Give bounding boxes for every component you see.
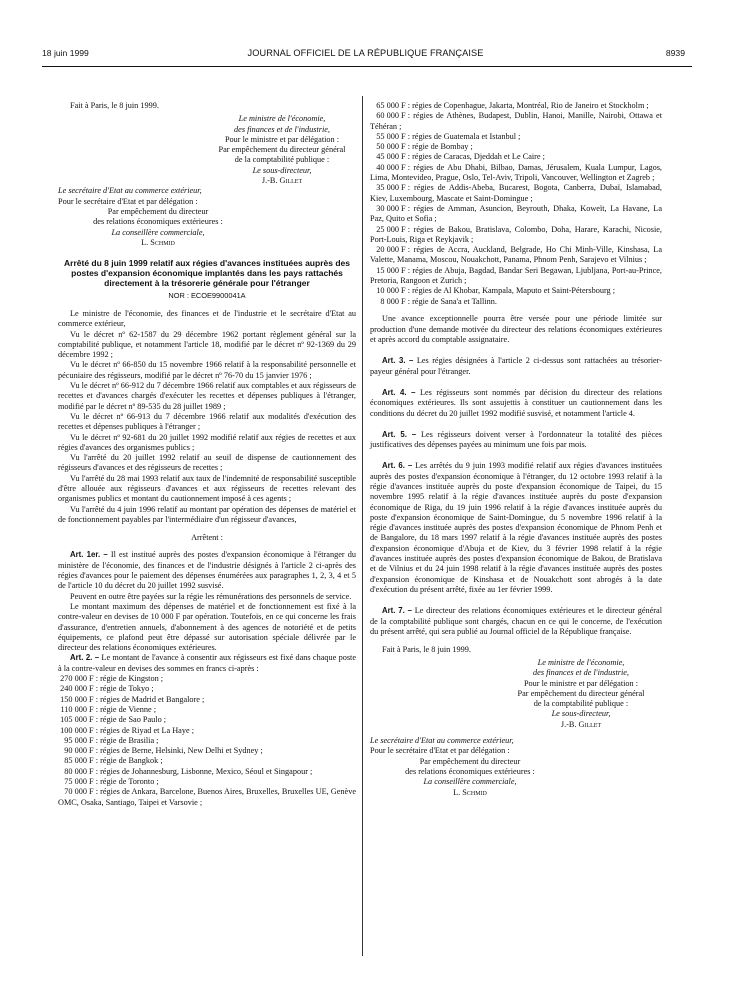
sig-line: de la comptabilité publique : [533,699,629,709]
regie-item: 110 000 F : régie de Vienne ; [60,704,156,714]
regie-item: 10 000 F : régies de Al Khobar, Kampala, Maputo et Saint-Pétersbourg ; [376,286,616,296]
sig-line: Le ministre de l'économie, [537,657,625,667]
sig-line: Par empêchement du directeur général [517,688,645,698]
signature-block-secretaire [370,736,662,798]
sig-line: Le secrétaire d'Etat au commerce extérieur, [58,186,202,196]
sig-line: Pour le ministre et par délégation : [224,134,340,144]
article-text: Le montant de l'avance à consentir aux régisseurs est fixé dans chaque poste à la contre-valeur en devises des sommes en francs ci-après : [58,653,356,673]
page-header [0,48,731,62]
article-4 [370,388,662,419]
sig-name: L. Schmid [453,787,487,797]
regie-item: 270 000 F : régie de Kingston ; [60,674,164,684]
article-2 [58,653,356,674]
article-3 [370,356,662,377]
nor-reference: NOR : ECOE9900041A [168,291,246,301]
sig-line: des relations économiques extérieures : [405,766,535,776]
article-1 [58,550,356,591]
article-text: Le directeur des relations économiques extérieures et le directeur général de la comptabilité publique sont chargés, chacun en ce qui le concerne, de l'exécution du présent arrêté, qui sera publié au Journal officiel de la République française. [370,606,662,636]
avance-exceptionnelle: Une avance exceptionnelle pourra être versée pour une période limitée sur production d'une demande motivée du directeur des relations économiques extérieures et après accord du comptable assignataire. [370,314,662,345]
regie-item: 95 000 F : régie de Brasilia ; [64,735,159,745]
regie-item: 55 000 F : régies de Guatemala et Istanbul ; [376,131,521,141]
visa-paragraph: Vu le décret nº 92-681 du 20 juillet 1992 modifié relatif aux régies de recettes et aux régies d'avances des organismes publics ; [58,432,356,452]
visas [58,309,356,525]
regie-item: 70 000 F : régies de Ankara, Barcelone, Buenos Aires, Bruxelles, Bruxelles UE, Genève OMC, Osaka, Santiago, Taipei et Varsovie ; [58,787,357,807]
article-text: Il est institué auprès des postes d'expansion économique à l'étranger du ministère de l'économie, des finances et de l'industrie désignés à l'article 2 ci-après des régies d'avances pour le paiement des dépenses énumérées aux paragraphes 1, 2, 3, 4 et 5 de l'article 10 du décret du 20 juillet 1992 susvisé. [58,550,356,591]
header-rule [42,66,692,67]
sig-name: J.-B. Gillet [560,719,602,729]
visa-paragraph: Vu le décret nº 66-850 du 15 novembre 1966 relatif à la responsabilité personnelle et pécuniaire des régisseurs, modifié par le décret nº 76-70 du 15 janvier 1976 ; [58,360,356,380]
sig-line: La conseillère commerciale, [111,227,205,237]
regie-item: 150 000 F : régies de Madrid et Bangalore ; [60,694,205,704]
right-column [370,101,662,798]
regies-list-right [370,101,662,307]
fait-a-paris: Fait à Paris, le 8 juin 1999. [70,101,159,110]
regie-item: 20 000 F : régies de Accra, Auckland, Belgrade, Ho Chi Minh-Ville, Kinshasa, La Valette, Manama, Moscou, Nouakchott, Panama, Phnom Penh, Sarajevo et Vilnius ; [370,245,662,265]
sig-line: de la comptabilité publique : [234,155,330,165]
column-divider [362,96,363,956]
signature-block-secretaire [58,186,356,248]
visa-paragraph: Vu le décret nº 62-1587 du 29 décembre 1962 portant règlement général sur la comptabilité publique, et notamment l'article 18, modifié par le décret nº 92-1369 du 29 décembre 1992 ; [58,329,356,360]
sig-name: J.-B. Gillet [261,176,303,186]
article-5 [370,430,662,451]
sig-line: Le sous-directeur, [551,709,611,719]
article-1-paragraph: Peuvent en outre être payées sur la régie les rémunérations des personnels de service. [70,591,352,601]
sig-line: La conseillère commerciale, [423,777,517,787]
regie-item: 105 000 F : régie de Sao Paulo ; [60,715,167,725]
sig-line: des finances et de l'industrie, [533,668,629,678]
sig-name: L. Schmid [141,237,175,247]
article-6 [370,461,662,595]
visa-paragraph: Vu le décret nº 66-912 du 7 décembre 1966 relatif aux comptables et aux régisseurs de recettes et d'avances chargés d'exécuter les recettes et dépenses publiques à l'étranger, modifié par le décret nº 89-535 du 28 juillet 1989 ; [58,381,356,411]
regie-item: 25 000 F : régies de Bakou, Bratislava, Colombo, Doha, Harare, Karachi, Nicosie, Port-Louis, Riga et Reykjavik ; [370,224,662,244]
regie-item: 90 000 F : régies de Berne, Helsinki, New Delhi et Sydney ; [64,746,263,756]
regie-item: 85 000 F : régie de Bangkok ; [64,756,163,766]
signature-block-ministre [370,658,662,730]
article-label: Art. 4. – [382,387,416,397]
article-label: Art. 5. – [382,429,417,439]
sig-line: Le sous-directeur, [252,165,312,175]
signature-block-ministre [58,114,356,186]
article-7 [370,606,662,637]
header-page-number: 8939 [665,48,685,58]
article-text: Les régisseurs sont nommés par décision du directeur des relations économiques extérieures. Ils sont assujettis à constituer un cautionnement dans les conditions du décret du 20 juillet 1992 modifié susvisé, et notamment l'article 4. [370,387,663,418]
sig-line: Pour le secrétaire d'Etat et par délégation : [370,746,510,756]
regie-item: 45 000 F : régies de Caracas, Djeddah et Le Caire ; [376,152,545,162]
arrete-title: Arrêté du 8 juin 1999 relatif aux régies d'avances instituées auprès des postes d'expansion économique implantés dans les pays rattachés directement à la trésorerie générale pour l'étranger [64,258,350,289]
article-label: Art. 7. – [382,606,412,616]
visa-paragraph: Vu l'arrêté du 4 juin 1996 relatif au montant par opération des dépenses de matériel et de fonctionnement payables par l'intermédiaire d'un régisseur d'avances, [58,504,356,524]
regie-item: 40 000 F : régies de Abu Dhabi, Bilbao, Damas, Jérusalem, Kuala Lumpur, Lagos, Lima, Montevideo, Prague, Oslo, Tel-Aviv, Tripoli, Vancouver, Wellington et Zagreb ; [370,162,662,183]
regie-item: 50 000 F : régie de Bombay ; [376,142,473,152]
article-label: Art. 2. – [70,653,100,663]
article-label: Art. 6. – [382,461,413,471]
regie-item: 35 000 F : régies de Addis-Abeba, Bucarest, Bogota, Canberra, Dubaï, Islamabad, Kiev, Luxembourg, Mascate et Saint-Domingue ; [370,183,662,203]
fait-a-paris: Fait à Paris, le 8 juin 1999. [382,644,471,654]
regie-item: 240 000 F : régie de Tokyo ; [60,684,154,694]
regie-item: 80 000 F : régies de Johannesburg, Lisbonne, Mexico, Séoul et Singapour ; [64,766,313,776]
sig-line: Par empêchement du directeur général [218,145,346,155]
visa-paragraph: Le ministre de l'économie, des finances et de l'industrie et le secrétaire d'Etat au commerce extérieur, [58,308,356,329]
left-column [58,101,356,808]
regie-item: 75 000 F : régie de Toronto ; [64,777,159,787]
article-text: Les régisseurs doivent verser à l'ordonnateur la totalité des pièces justificatives des dépenses payées au minimum une fois par mois. [370,429,662,450]
regie-item: 15 000 F : régies de Abuja, Bagdad, Bandar Seri Begawan, Ljubljana, Port-au-Prince, Pretoria, Rangoon et Zurich ; [370,265,662,286]
regies-list-left [58,674,356,808]
article-text: Les régies désignées à l'article 2 ci-dessus sont rattachées au trésorier-payeur général pour l'étranger. [370,356,662,376]
regie-item: 60 000 F : régies de Athènes, Budapest, Dublin, Hanoi, Manille, Nairobi, Ottawa et Téhéran ; [370,111,662,131]
sig-line: Le ministre de l'économie, [238,114,326,124]
article-label: Art. 3. – [382,356,414,366]
arretent: Arrêtent : [191,532,223,542]
sig-line: Le secrétaire d'Etat au commerce extérieur, [370,736,514,746]
sig-line: Par empêchement du directeur [419,756,521,766]
article-1-paragraph: Le montant maximum des dépenses de matériel et de fonctionnement est fixé à la contre-valeur en devises de 10 000 F par opération. Toutefois, en ce qui concerne les frais d'assurance, d'entretien annuels, d'abonnement à des agences de notoriété et de petits équipements, ce plafond peut être dépassé sur autorisation spéciale délivrée par le directeur des relations économiques extérieures. [58,601,356,653]
sig-line: Pour le secrétaire d'Etat et par délégation : [58,196,198,206]
article-text: Les arrêtés du 9 juin 1993 modifié relatif aux régies d'avances instituées auprès des postes d'expansion économique à l'étranger, du 12 octobre 1993 relatif à la régie d'avances instituée auprès du poste d'expansion économique de Taipei, du 15 novembre 1995 relatif à la régie d'avances instituée auprès du poste d'expansion économique de Riga, du 19 juin 1996 relatif à la régie d'avances instituée auprès du poste d'expansion économique de Saint-Domingue, du 5 novembre 1996 relatif à la régie d'avances instituée auprès des postes d'expansion économique de Phnom Penh et de Bangalore, du 18 mars 1997 relatif à la régie d'avances instituée auprès des postes d'expansion économique d'Abuja et de Kiev, du 3 février 1998 relatif à la régie d'avances instituée auprès des postes d'expansion économique de Bakou, de Bratislava et de Vilnius et du 24 juin 1998 relatif à la régie d'avances instituée auprès des postes d'expansion économique de Kinshasa et de Nouakchott sont abrogés à la date d'exécution du présent arrêté, fixée au 1er février 1999. [370,461,663,594]
header-journal-title: JOURNAL OFFICIEL DE LA RÉPUBLIQUE FRANÇAISE [247,48,484,58]
visa-paragraph: Vu le décret nº 66-913 du 7 décembre 1966 relatif aux modalités d'exécution des recettes et dépenses publiques à l'étranger ; [58,411,356,432]
regie-item: 8 000 F : régie de Sana'a et Tallinn. [380,296,497,306]
visa-paragraph: Vu l'arrêté du 20 juillet 1992 relatif au seuil de dispense de cautionnement des régisseurs d'avances et des régisseurs de recettes ; [58,453,356,473]
sig-line: des relations économiques extérieures : [93,217,223,227]
sig-line: des finances et de l'industrie, [234,124,330,134]
header-date: 18 juin 1999 [42,48,89,58]
regie-item: 65 000 F : régies de Copenhague, Jakarta, Montréal, Rio de Janeiro et Stockholm ; [376,101,649,110]
regie-item: 100 000 F : régies de Riyad et La Haye ; [60,725,194,735]
visa-paragraph: Vu l'arrêté du 28 mai 1993 relatif aux taux de l'indemnité de responsabilité susceptible d'être allouée aux régisseurs d'avances et aux régisseurs de recettes relevant des organismes publics et montant du cautionnement imposé à ces agents ; [58,473,356,504]
regie-item: 30 000 F : régies de Amman, Asuncion, Beyrouth, Dhaka, Koweït, La Havane, La Paz, Quito et Sofia ; [370,203,662,224]
article-label: Art. 1er. – [70,550,108,560]
sig-line: Pour le ministre et par délégation : [523,678,639,688]
sig-line: Par empêchement du directeur [107,206,209,216]
